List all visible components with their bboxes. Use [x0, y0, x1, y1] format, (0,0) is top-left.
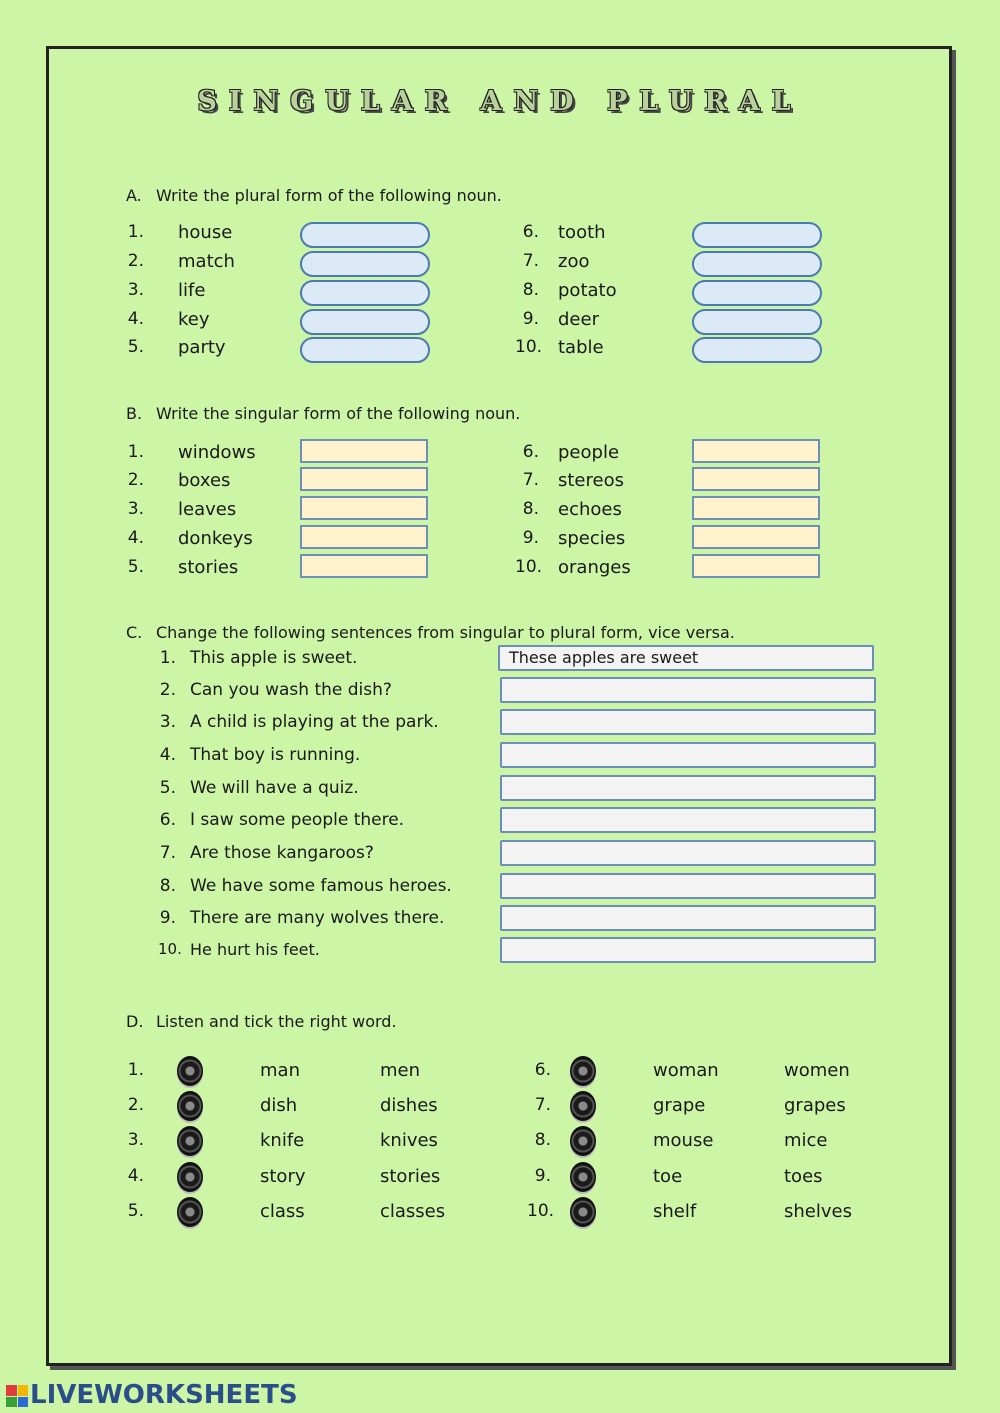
section-a-item-word: life: [178, 280, 206, 301]
section-a-item-number: 4.: [127, 309, 144, 329]
sentence-text: That boy is running.: [190, 745, 361, 765]
section-a-item-word: potato: [558, 280, 617, 301]
speaker-icon[interactable]: [570, 1197, 596, 1227]
sentence-text: A child is playing at the park.: [190, 712, 439, 732]
section-b-item-number: 1.: [127, 442, 144, 462]
section-b-letter: B.: [126, 404, 143, 423]
section-d-item-number: 8.: [534, 1130, 551, 1150]
sentence-answer-input[interactable]: [500, 807, 876, 833]
speaker-icon[interactable]: [177, 1056, 203, 1086]
singular-answer-input[interactable]: [692, 525, 820, 549]
speaker-icon[interactable]: [570, 1056, 596, 1086]
sentence-answer-input[interactable]: [500, 873, 876, 899]
singular-answer-input[interactable]: [692, 496, 820, 520]
sentence-number: 9.: [159, 908, 176, 928]
plural-answer-input[interactable]: [692, 222, 822, 248]
section-b-item-number: 10.: [515, 557, 543, 577]
section-d-item-number: 3.: [127, 1130, 144, 1150]
section-d-item-number: 2.: [127, 1095, 144, 1115]
sentence-answer-input[interactable]: These apples are sweet: [498, 645, 874, 671]
sentence-number: 3.: [159, 712, 176, 732]
singular-choice[interactable]: woman: [653, 1060, 719, 1081]
section-b-item-word: leaves: [178, 499, 237, 520]
section-b-item-number: 5.: [127, 557, 144, 577]
sentence-number: 10.: [158, 940, 182, 958]
sentence-row: [158, 648, 488, 670]
speaker-icon[interactable]: [570, 1162, 596, 1192]
section-b-item-word: stories: [178, 557, 239, 578]
section-c-heading: [126, 623, 826, 643]
logo-square-blue: [18, 1397, 29, 1408]
section-b-item-number: 9.: [522, 528, 539, 548]
section-b-item-number: 3.: [127, 499, 144, 519]
section-a-item-number: 1.: [127, 222, 144, 242]
section-a-item-word: house: [178, 222, 233, 243]
singular-choice[interactable]: knife: [260, 1130, 305, 1151]
section-b-item-number: 4.: [127, 528, 144, 548]
sentence-text: He hurt his feet.: [190, 940, 320, 959]
speaker-icon[interactable]: [177, 1197, 203, 1227]
plural-choice[interactable]: knives: [380, 1130, 438, 1151]
plural-choice[interactable]: shelves: [784, 1201, 852, 1222]
plural-answer-input[interactable]: [300, 337, 430, 363]
speaker-icon[interactable]: [177, 1091, 203, 1121]
section-b-item-word: boxes: [178, 470, 231, 491]
section-a-item-number: 9.: [522, 309, 539, 329]
plural-answer-input[interactable]: [692, 280, 822, 306]
sentence-number: 8.: [159, 876, 176, 896]
singular-choice[interactable]: story: [260, 1166, 306, 1187]
singular-choice[interactable]: man: [260, 1060, 300, 1081]
plural-answer-input[interactable]: [300, 222, 430, 248]
sentence-text: We have some famous heroes.: [190, 876, 452, 896]
section-d-item-number: 7.: [534, 1095, 551, 1115]
sentence-number: 7.: [159, 843, 176, 863]
section-a-letter: A.: [126, 186, 142, 205]
singular-answer-input[interactable]: [300, 467, 428, 491]
section-d-heading: [126, 1012, 726, 1032]
speaker-icon[interactable]: [570, 1091, 596, 1121]
sentence-number: 2.: [159, 680, 176, 700]
sentence-row: [158, 940, 488, 962]
worksheet-title: SINGULAR AND PLURAL: [197, 86, 803, 117]
sentence-answer-input[interactable]: [500, 905, 876, 931]
section-a-item-number: 5.: [127, 337, 144, 357]
section-d-item-number: 1.: [127, 1060, 144, 1080]
section-a-item-word: key: [178, 309, 210, 330]
plural-choice[interactable]: dishes: [380, 1095, 438, 1116]
section-b-item-number: 2.: [127, 470, 144, 490]
sentence-number: 1.: [159, 648, 176, 668]
section-d-item-number: 10.: [527, 1201, 555, 1221]
singular-answer-input[interactable]: [692, 554, 820, 578]
plural-choice[interactable]: mice: [784, 1130, 828, 1151]
section-d-letter: D.: [126, 1012, 144, 1031]
liveworksheets-brand[interactable]: LIVEWORKSHEETS: [30, 1380, 298, 1410]
sentence-answer-input[interactable]: [500, 840, 876, 866]
sentence-answer-input[interactable]: [500, 677, 876, 703]
section-a-item-number: 7.: [522, 251, 539, 271]
section-c-letter: C.: [126, 623, 143, 642]
plural-choice[interactable]: women: [784, 1060, 850, 1081]
sentence-row: [158, 908, 488, 930]
section-d-item-number: 4.: [127, 1166, 144, 1186]
logo-square-red: [6, 1385, 17, 1396]
singular-answer-input[interactable]: [300, 439, 428, 463]
plural-answer-input[interactable]: [692, 337, 822, 363]
singular-choice[interactable]: class: [260, 1201, 305, 1222]
sentence-row: [158, 778, 488, 800]
singular-answer-input[interactable]: [300, 554, 428, 578]
speaker-icon[interactable]: [570, 1126, 596, 1156]
singular-choice[interactable]: mouse: [653, 1130, 714, 1151]
sentence-row: [158, 712, 488, 734]
section-d-item-number: 9.: [534, 1166, 551, 1186]
sentence-text: There are many wolves there.: [190, 908, 445, 928]
singular-choice[interactable]: toe: [653, 1166, 683, 1187]
section-b-item-word: species: [558, 528, 626, 549]
section-a-heading: [126, 186, 726, 206]
section-d-item-number: 5.: [127, 1201, 144, 1221]
plural-choice[interactable]: classes: [380, 1201, 446, 1222]
section-b-heading: [126, 404, 726, 424]
section-d-instruction: Listen and tick the right word.: [156, 1012, 397, 1031]
sentence-text: Are those kangaroos?: [190, 843, 374, 863]
sentence-number: 6.: [159, 810, 176, 830]
section-b-item-number: 7.: [522, 470, 539, 490]
sentence-row: [158, 876, 488, 898]
section-b-item-word: oranges: [558, 557, 631, 578]
section-c-instruction: Change the following sentences from singular to plural form, vice versa.: [156, 623, 735, 642]
plural-choice[interactable]: grapes: [784, 1095, 846, 1116]
plural-choice[interactable]: toes: [784, 1166, 823, 1187]
sentence-text: I saw some people there.: [190, 810, 405, 830]
sentence-text: We will have a quiz.: [190, 778, 359, 798]
singular-choice[interactable]: dish: [260, 1095, 298, 1116]
section-a-item-number: 3.: [127, 280, 144, 300]
section-a-instruction: Write the plural form of the following noun.: [156, 186, 502, 205]
section-b-item-number: 8.: [522, 499, 539, 519]
section-a-item-number: 10.: [515, 337, 543, 357]
sentence-row: [158, 745, 488, 767]
singular-choice[interactable]: grape: [653, 1095, 706, 1116]
section-b-item-word: stereos: [558, 470, 624, 491]
sentence-text: This apple is sweet.: [190, 648, 358, 668]
section-a-item-number: 2.: [127, 251, 144, 271]
section-b-item-word: people: [558, 442, 620, 463]
liveworksheets-logo-icon: [6, 1385, 28, 1407]
sentence-answer-input[interactable]: [500, 709, 876, 735]
plural-answer-input[interactable]: [300, 309, 430, 335]
sentence-number: 4.: [159, 745, 176, 765]
section-a-item-word: deer: [558, 309, 599, 330]
singular-choice[interactable]: shelf: [653, 1201, 697, 1222]
logo-square-yellow: [18, 1385, 29, 1396]
speaker-icon[interactable]: [177, 1162, 203, 1192]
logo-square-green: [6, 1397, 17, 1408]
sentence-row: [158, 810, 488, 832]
section-b-item-word: windows: [178, 442, 256, 463]
sentence-row: [158, 843, 488, 865]
plural-choice[interactable]: stories: [380, 1166, 441, 1187]
speaker-icon[interactable]: [177, 1126, 203, 1156]
section-b-item-number: 6.: [522, 442, 539, 462]
sentence-answer-input[interactable]: [500, 937, 876, 963]
plural-answer-input[interactable]: [300, 280, 430, 306]
plural-answer-input[interactable]: [692, 251, 822, 277]
singular-answer-input[interactable]: [692, 439, 820, 463]
section-b-item-word: donkeys: [178, 528, 253, 549]
section-b-instruction: Write the singular form of the following noun.: [156, 404, 521, 423]
singular-answer-input[interactable]: [692, 467, 820, 491]
section-d-item-number: 6.: [534, 1060, 551, 1080]
section-a-item-word: party: [178, 337, 226, 358]
singular-answer-input[interactable]: [300, 525, 428, 549]
section-a-item-word: tooth: [558, 222, 606, 243]
section-a-item-number: 6.: [522, 222, 539, 242]
plural-choice[interactable]: men: [380, 1060, 421, 1081]
singular-answer-input[interactable]: [300, 496, 428, 520]
sentence-row: [158, 680, 488, 702]
sentence-number: 5.: [159, 778, 176, 798]
sentence-answer-input[interactable]: [500, 742, 876, 768]
section-a-item-word: match: [178, 251, 235, 272]
section-a-item-word: table: [558, 337, 604, 358]
sentence-answer-input[interactable]: [500, 775, 876, 801]
section-a-item-word: zoo: [558, 251, 590, 272]
plural-answer-input[interactable]: [300, 251, 430, 277]
section-a-item-number: 8.: [522, 280, 539, 300]
section-b-item-word: echoes: [558, 499, 622, 520]
sentence-text: Can you wash the dish?: [190, 680, 392, 700]
plural-answer-input[interactable]: [692, 309, 822, 335]
